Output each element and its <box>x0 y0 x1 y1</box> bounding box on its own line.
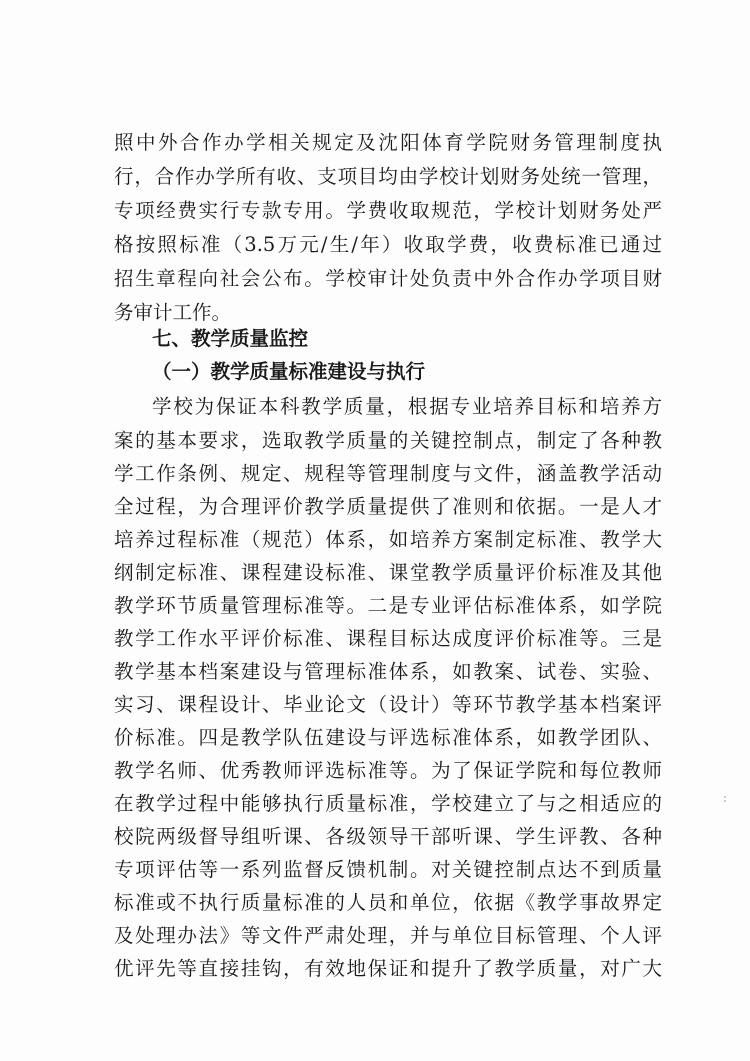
text-line: 培养过程标准（规范）体系，如培养方案制定标准、教学大 <box>114 528 662 551</box>
text-line: 专项经费实行专款专用。学费收取规范，学校计划财务处严 <box>114 199 662 222</box>
text-line: 务审计工作。 <box>114 301 232 324</box>
text-line: 校院两级督导组听课、各级领导干部听课、学生评教、各种 <box>114 825 662 848</box>
subsection-heading: （一）教学质量标准建设与执行 <box>152 360 426 383</box>
text-line: 案的基本要求，选取教学质量的关键控制点，制定了各种教 <box>114 429 662 452</box>
text-line: 在教学过程中能够执行质量标准，学校建立了与之相适应的 <box>114 792 662 815</box>
text-line: 格按照标准（3.5万元/生/年）收取学费，收费标准已通过 <box>114 233 662 256</box>
scan-speck <box>724 796 726 798</box>
text-line: 学校为保证本科教学质量，根据专业培养目标和培养方 <box>152 395 662 418</box>
section-heading: 七、教学质量监控 <box>152 327 309 350</box>
text-line: 学工作条例、规定、规程等管理制度与文件，涵盖教学活动 <box>114 462 662 485</box>
text-line: 价标准。四是教学队伍建设与评选标准体系，如教学团队、 <box>114 726 662 749</box>
text-line: 教学基本档案建设与管理标准体系，如教案、试卷、实验、 <box>114 660 662 683</box>
text-line: 优评先等直接挂钩，有效地保证和提升了教学质量，对广大 <box>114 957 662 980</box>
text-line: 专项评估等一系列监督反馈机制。对关键控制点达不到质量 <box>114 858 662 881</box>
scan-speck <box>724 800 726 802</box>
text-line: 实习、课程设计、毕业论文（设计）等环节教学基本档案评 <box>114 693 662 716</box>
text-line: 照中外合作办学相关规定及沈阳体育学院财务管理制度执 <box>114 131 662 154</box>
text-line: 教学环节质量管理标准等。二是专业评估标准体系，如学院 <box>114 594 662 617</box>
text-line: 及处理办法》等文件严肃处理，并与单位目标管理、个人评 <box>114 924 662 947</box>
text-line: 招生章程向社会公布。学校审计处负责中外合作办学项目财 <box>114 267 662 290</box>
text-line: 教学名师、优秀教师评选标准等。为了保证学院和每位教师 <box>114 759 662 782</box>
text-line: 行，合作办学所有收、支项目均由学校计划财务处统一管理， <box>114 165 662 188</box>
text-line: 纲制定标准、课程建设标准、课堂教学质量评价标准及其他 <box>114 561 662 584</box>
text-line: 教学工作水平评价标准、课程目标达成度评价标准等。三是 <box>114 627 662 650</box>
text-line: 全过程，为合理评价教学质量提供了准则和依据。一是人才 <box>114 495 662 518</box>
text-line: 标准或不执行质量标准的人员和单位，依据《教学事故界定 <box>114 891 662 914</box>
